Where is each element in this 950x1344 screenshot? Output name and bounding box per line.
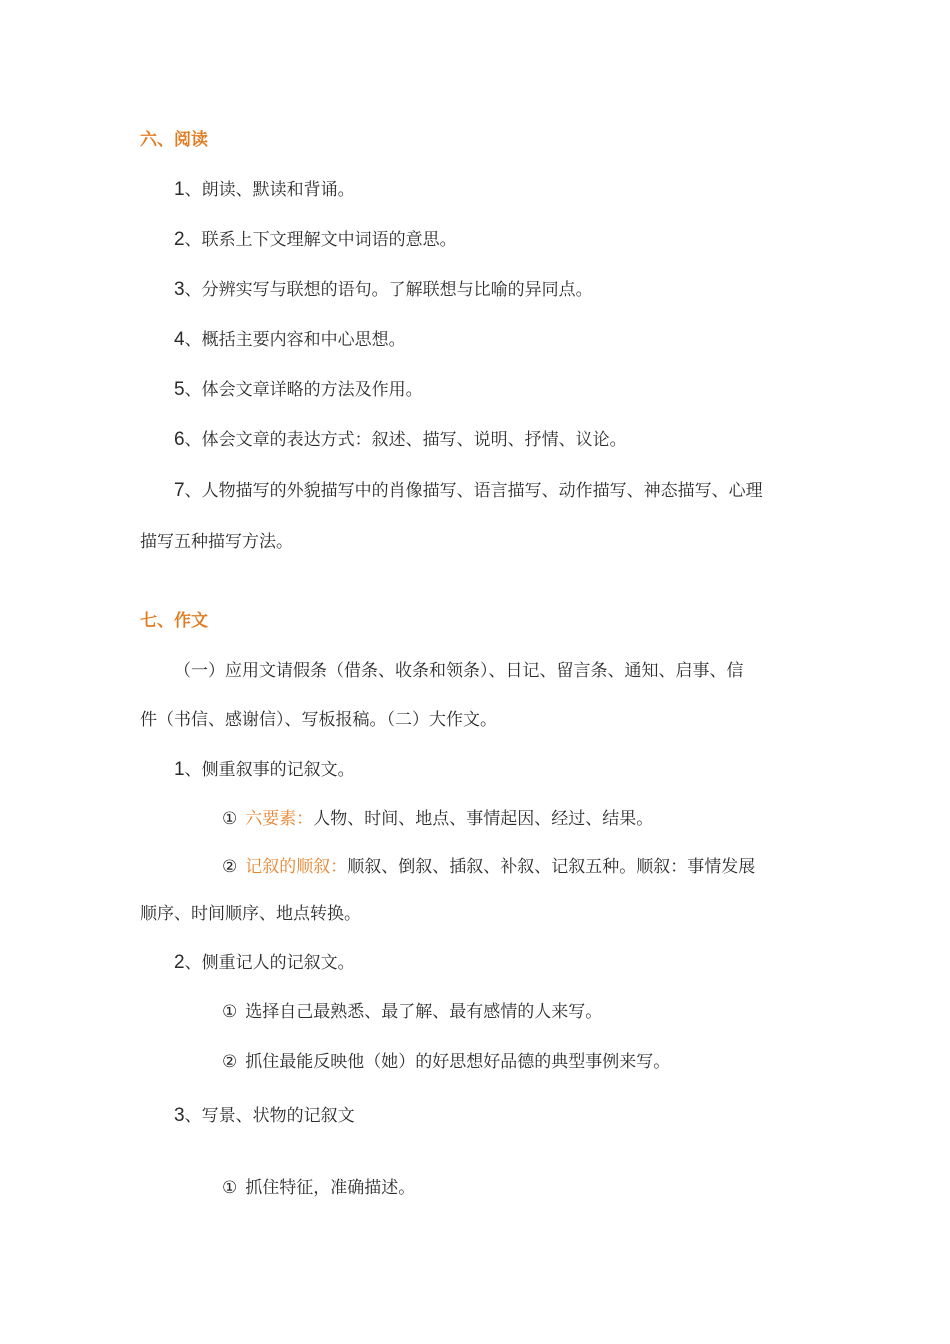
section-heading-composition: 七、作文 [140,611,208,631]
item-text: 、概括主要内容和中心思想。 [184,330,406,350]
reading-item-7 [174,479,763,503]
item-text: 、体会文章详略的方法及作用。 [184,380,423,400]
reading-item-3 [174,278,593,302]
item-number: 3 [174,1105,185,1126]
highlight-label: 记叙的顺叙： [245,857,348,877]
item-number: 6 [174,429,185,450]
composition-item-1-sub-2-continuation: 顺序、时间顺序、地点转换。 [140,904,361,924]
item-number: 1 [174,759,185,780]
item-text: 、写景、状物的记叙文 [184,1106,355,1126]
reading-item-4 [174,328,406,352]
item-text: 、侧重叙事的记叙文。 [184,760,355,780]
sub-text: 人物、时间、地点、事情起因、经过、结果。 [313,809,654,829]
item-text: 、侧重记人的记叙文。 [184,953,355,973]
sub-text: 抓住最能反映他（她）的好思想好品德的典型事例来写。 [245,1052,671,1072]
item-number: 3 [174,279,185,300]
circled-two-marker: ② [222,857,238,877]
section-heading-reading: 六、阅读 [140,130,208,150]
sub-text: 抓住特征，准确描述。 [245,1178,416,1198]
circled-two-marker: ② [222,1052,238,1072]
composition-item-2 [174,951,355,975]
sub-text: 顺叙、倒叙、插叙、补叙、记叙五种。顺叙：事情发展 [347,857,756,877]
item-number: 7 [174,480,185,501]
composition-intro-line-2: 件（书信、感谢信）、写板报稿。（二）大作文。 [140,710,497,730]
circled-one-marker: ① [222,1002,238,1022]
composition-item-3 [174,1104,355,1128]
composition-item-2-sub-1 [222,1000,602,1024]
composition-item-1-sub-2 [222,855,755,879]
sub-text: 选择自己最熟悉、最了解、最有感情的人来写。 [245,1002,603,1022]
reading-item-2 [174,228,457,252]
highlight-label: 六要素： [245,809,314,829]
reading-item-1 [174,178,355,202]
reading-item-7-continuation: 描写五种描写方法。 [140,532,293,552]
item-number: 1 [174,179,185,200]
item-text: 、联系上下文理解文中词语的意思。 [184,230,457,250]
composition-item-3-sub-1 [222,1176,415,1200]
composition-item-1 [174,758,355,782]
composition-intro-line-1: （一）应用文请假条（借条、收条和领条）、日记、留言条、通知、启事、信 [174,661,744,681]
reading-item-5 [174,378,423,402]
item-text: 、体会文章的表达方式：叙述、描写、说明、抒情、议论。 [184,430,627,450]
item-text: 、朗读、默读和背诵。 [184,180,355,200]
item-number: 2 [174,952,185,973]
item-text: 、人物描写的外貌描写中的肖像描写、语言描写、动作描写、神态描写、心理 [184,481,763,501]
circled-one-marker: ① [222,1178,238,1198]
item-number: 4 [174,329,185,350]
circled-one-marker: ① [222,809,238,829]
composition-item-1-sub-1 [222,807,653,831]
item-text: 、分辨实写与联想的语句。了解联想与比喻的异同点。 [184,280,593,300]
composition-item-2-sub-2 [222,1050,670,1074]
reading-item-6 [174,428,627,452]
item-number: 5 [174,379,185,400]
item-number: 2 [174,229,185,250]
